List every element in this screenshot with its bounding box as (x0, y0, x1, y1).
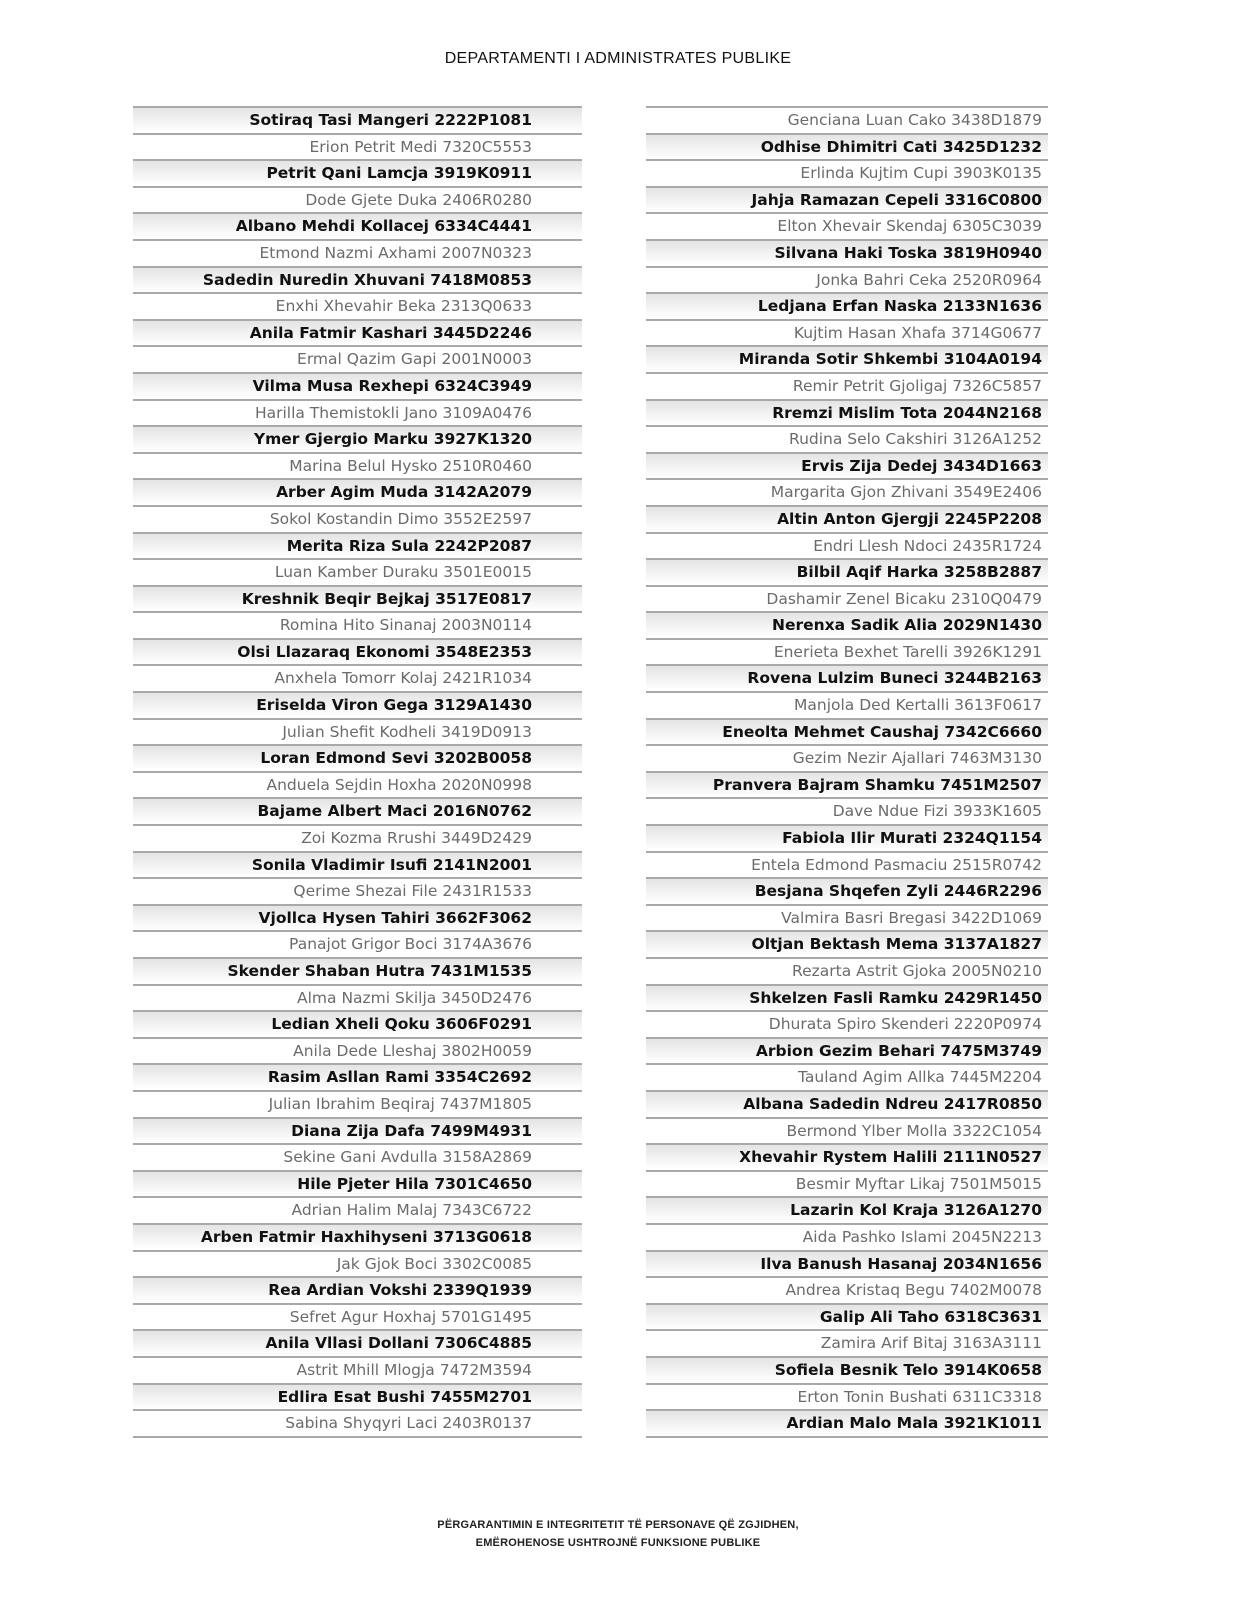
name-entry: Albano Mehdi Kollacej 6334C4441 (133, 212, 582, 239)
name-entry: Adrian Halim Malaj 7343C6722 (133, 1196, 582, 1223)
name-entry: Romina Hito Sinanaj 2003N0114 (133, 611, 582, 638)
name-entry: Shkelzen Fasli Ramku 2429R1450 (646, 984, 1048, 1011)
name-entry: Ledjana Erfan Naska 2133N1636 (646, 292, 1048, 319)
name-entry: Fabiola Ilir Murati 2324Q1154 (646, 824, 1048, 851)
name-entry: Vjollca Hysen Tahiri 3662F3062 (133, 904, 582, 931)
name-entry: Anxhela Tomorr Kolaj 2421R1034 (133, 664, 582, 691)
name-entry: Bilbil Aqif Harka 3258B2887 (646, 558, 1048, 585)
name-entry: Oltjan Bektash Mema 3137A1827 (646, 930, 1048, 957)
name-entry: Panajot Grigor Boci 3174A3676 (133, 930, 582, 957)
name-entry: Alma Nazmi Skilja 3450D2476 (133, 984, 582, 1011)
name-entry: Eneolta Mehmet Caushaj 7342C6660 (646, 718, 1048, 745)
name-entry: Ervis Zija Dedej 3434D1663 (646, 452, 1048, 479)
name-entry: Petrit Qani Lamcja 3919K0911 (133, 159, 582, 186)
name-entry: Sonila Vladimir Isufi 2141N2001 (133, 851, 582, 878)
name-entry: Julian Ibrahim Beqiraj 7437M1805 (133, 1090, 582, 1117)
name-entry: Bermond Ylber Molla 3322C1054 (646, 1117, 1048, 1144)
name-entry: Elton Xhevair Skendaj 6305C3039 (646, 212, 1048, 239)
name-entry: Endri Llesh Ndoci 2435R1724 (646, 532, 1048, 559)
name-entry: Galip Ali Taho 6318C3631 (646, 1303, 1048, 1330)
name-entry: Zamira Arif Bitaj 3163A3111 (646, 1329, 1048, 1356)
name-entry: Erton Tonin Bushati 6311C3318 (646, 1383, 1048, 1410)
name-entry: Silvana Haki Toska 3819H0940 (646, 239, 1048, 266)
name-entry: Harilla Themistokli Jano 3109A0476 (133, 399, 582, 426)
name-entry: Anduela Sejdin Hoxha 2020N0998 (133, 771, 582, 798)
name-entry: Tauland Agim Allka 7445M2204 (646, 1063, 1048, 1090)
name-entry: Kujtim Hasan Xhafa 3714G0677 (646, 319, 1048, 346)
name-entry: Rremzi Mislim Tota 2044N2168 (646, 399, 1048, 426)
name-entry: Altin Anton Gjergji 2245P2208 (646, 505, 1048, 532)
name-entry: Rezarta Astrit Gjoka 2005N0210 (646, 957, 1048, 984)
name-entry: Olsi Llazaraq Ekonomi 3548E2353 (133, 638, 582, 665)
column-bottom-rule (133, 1436, 582, 1438)
name-entry: Dave Ndue Fizi 3933K1605 (646, 797, 1048, 824)
name-entry: Etmond Nazmi Axhami 2007N0323 (133, 239, 582, 266)
name-entry: Arber Agim Muda 3142A2079 (133, 478, 582, 505)
name-entry: Sofiela Besnik Telo 3914K0658 (646, 1356, 1048, 1383)
name-entry: Rovena Lulzim Buneci 3244B2163 (646, 664, 1048, 691)
footer-line-1: PËRGARANTIMIN E INTEGRITETIT TË PERSONAVE QË ZGJIDHEN, (437, 1519, 799, 1531)
name-entry: Valmira Basri Bregasi 3422D1069 (646, 904, 1048, 931)
name-entry: Lazarin Kol Kraja 3126A1270 (646, 1196, 1048, 1223)
name-entry: Rasim Asllan Rami 3354C2692 (133, 1063, 582, 1090)
name-entry: Miranda Sotir Shkembi 3104A0194 (646, 345, 1048, 372)
name-entry: Qerime Shezai File 2431R1533 (133, 877, 582, 904)
name-entry: Luan Kamber Duraku 3501E0015 (133, 558, 582, 585)
left-name-column (133, 106, 582, 1438)
name-entry: Sotiraq Tasi Mangeri 2222P1081 (133, 106, 582, 133)
name-entry: Zoi Kozma Rrushi 3449D2429 (133, 824, 582, 851)
name-entry: Sefret Agur Hoxhaj 5701G1495 (133, 1303, 582, 1330)
name-entry: Erion Petrit Medi 7320C5553 (133, 133, 582, 160)
name-entry: Ilva Banush Hasanaj 2034N1656 (646, 1250, 1048, 1277)
name-entry: Nerenxa Sadik Alia 2029N1430 (646, 611, 1048, 638)
name-entry: Aida Pashko Islami 2045N2213 (646, 1223, 1048, 1250)
name-entry: Odhise Dhimitri Cati 3425D1232 (646, 133, 1048, 160)
page-title: DEPARTAMENTI I ADMINISTRATES PUBLIKE (444, 50, 792, 67)
name-entry: Anila Vllasi Dollani 7306C4885 (133, 1329, 582, 1356)
name-entry: Loran Edmond Sevi 3202B0058 (133, 744, 582, 771)
name-entry: Xhevahir Rystem Halili 2111N0527 (646, 1143, 1048, 1170)
name-entry: Andrea Kristaq Begu 7402M0078 (646, 1276, 1048, 1303)
name-entry: Hile Pjeter Hila 7301C4650 (133, 1170, 582, 1197)
name-entry: Anila Dede Lleshaj 3802H0059 (133, 1037, 582, 1064)
name-entry: Sokol Kostandin Dimo 3552E2597 (133, 505, 582, 532)
name-entry: Diana Zija Dafa 7499M4931 (133, 1117, 582, 1144)
name-entry: Ermal Qazim Gapi 2001N0003 (133, 345, 582, 372)
name-entry: Vilma Musa Rexhepi 6324C3949 (133, 372, 582, 399)
name-entry: Manjola Ded Kertalli 3613F0617 (646, 691, 1048, 718)
name-entry: Eriselda Viron Gega 3129A1430 (133, 691, 582, 718)
name-entry: Arben Fatmir Haxhihyseni 3713G0618 (133, 1223, 582, 1250)
right-name-column (646, 106, 1048, 1438)
column-bottom-rule (646, 1436, 1048, 1438)
name-entry: Besmir Myftar Likaj 7501M5015 (646, 1170, 1048, 1197)
name-entry: Skender Shaban Hutra 7431M1535 (133, 957, 582, 984)
name-entry: Astrit Mhill Mlogja 7472M3594 (133, 1356, 582, 1383)
name-entry: Albana Sadedin Ndreu 2417R0850 (646, 1090, 1048, 1117)
name-entry: Edlira Esat Bushi 7455M2701 (133, 1383, 582, 1410)
name-entry: Enxhi Xhevahir Beka 2313Q0633 (133, 292, 582, 319)
name-entry: Sekine Gani Avdulla 3158A2869 (133, 1143, 582, 1170)
name-entry: Dode Gjete Duka 2406R0280 (133, 186, 582, 213)
name-entry: Genciana Luan Cako 3438D1879 (646, 106, 1048, 133)
page-footer (0, 1516, 1236, 1552)
name-entry: Besjana Shqefen Zyli 2446R2296 (646, 877, 1048, 904)
name-entry: Margarita Gjon Zhivani 3549E2406 (646, 478, 1048, 505)
name-entry: Jak Gjok Boci 3302C0085 (133, 1250, 582, 1277)
name-entry: Ledian Xheli Qoku 3606F0291 (133, 1010, 582, 1037)
name-entry: Merita Riza Sula 2242P2087 (133, 532, 582, 559)
name-entry: Dashamir Zenel Bicaku 2310Q0479 (646, 585, 1048, 612)
name-entry: Rea Ardian Vokshi 2339Q1939 (133, 1276, 582, 1303)
name-entry: Sadedin Nuredin Xhuvani 7418M0853 (133, 266, 582, 293)
name-entry: Bajame Albert Maci 2016N0762 (133, 797, 582, 824)
name-entry: Julian Shefit Kodheli 3419D0913 (133, 718, 582, 745)
name-entry: Dhurata Spiro Skenderi 2220P0974 (646, 1010, 1048, 1037)
name-entry: Jahja Ramazan Cepeli 3316C0800 (646, 186, 1048, 213)
name-entry: Arbion Gezim Behari 7475M3749 (646, 1037, 1048, 1064)
name-entry: Kreshnik Beqir Bejkaj 3517E0817 (133, 585, 582, 612)
name-entry: Rudina Selo Cakshiri 3126A1252 (646, 425, 1048, 452)
name-entry: Pranvera Bajram Shamku 7451M2507 (646, 771, 1048, 798)
name-entry: Jonka Bahri Ceka 2520R0964 (646, 266, 1048, 293)
name-entry: Sabina Shyqyri Laci 2403R0137 (133, 1409, 582, 1436)
footer-line-2: EMËROHENOSE USHTROJNË FUNKSIONE PUBLIKE (475, 1537, 761, 1549)
name-entry: Marina Belul Hysko 2510R0460 (133, 452, 582, 479)
name-entry: Ardian Malo Mala 3921K1011 (646, 1409, 1048, 1436)
name-entry: Anila Fatmir Kashari 3445D2246 (133, 319, 582, 346)
name-entry: Gezim Nezir Ajallari 7463M3130 (646, 744, 1048, 771)
name-entry: Ymer Gjergio Marku 3927K1320 (133, 425, 582, 452)
name-entry: Erlinda Kujtim Cupi 3903K0135 (646, 159, 1048, 186)
name-entry: Enerieta Bexhet Tarelli 3926K1291 (646, 638, 1048, 665)
name-entry: Remir Petrit Gjoligaj 7326C5857 (646, 372, 1048, 399)
name-entry: Entela Edmond Pasmaciu 2515R0742 (646, 851, 1048, 878)
